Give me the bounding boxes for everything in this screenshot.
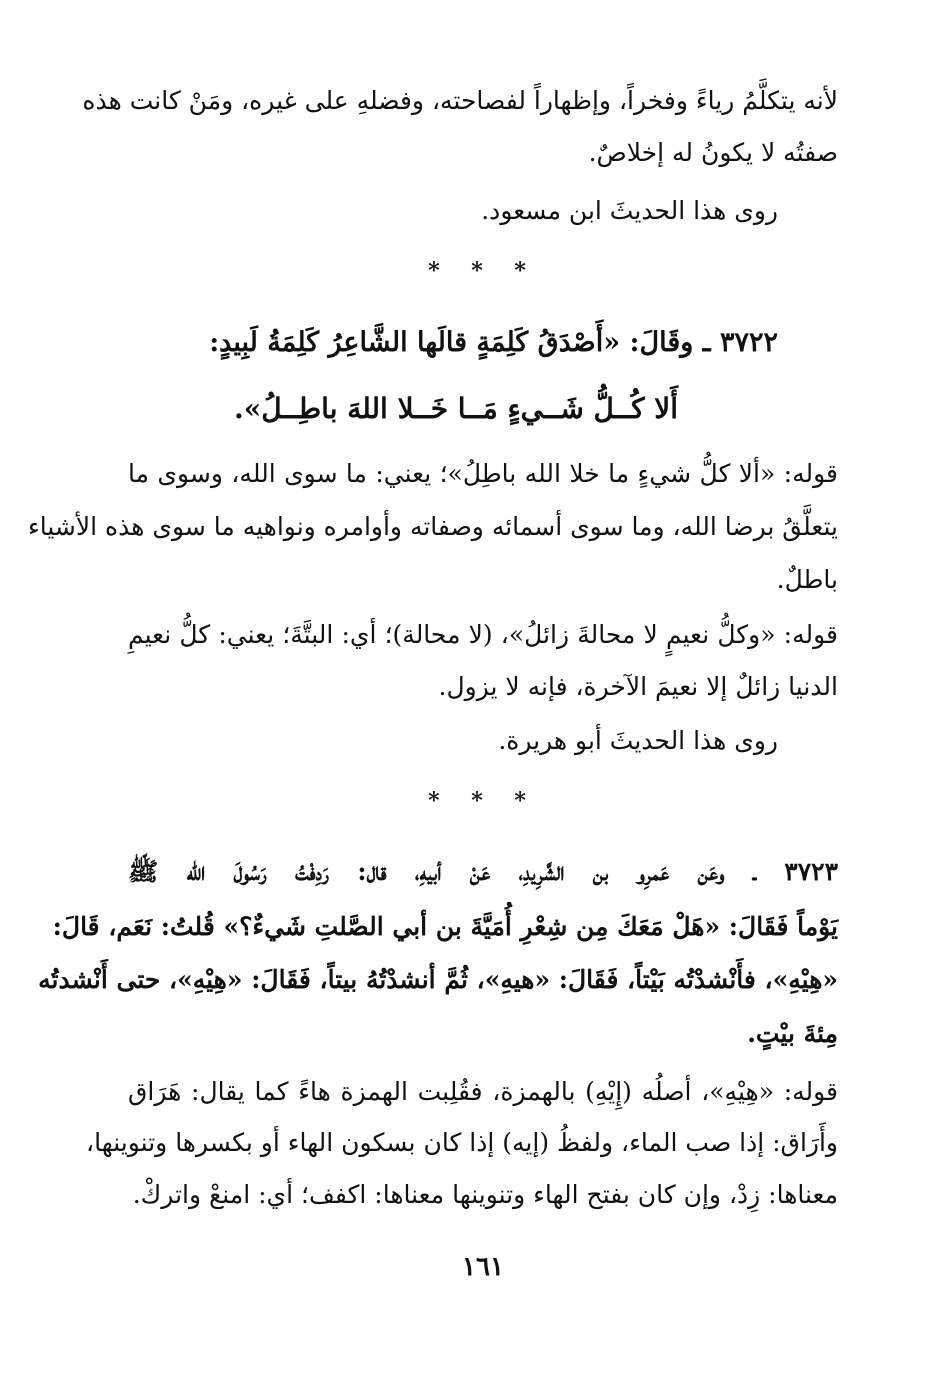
commentary-line: قوله: «ألا كلُّ شيءٍ ما خلا الله باطِلُ»؛ يعني: ما سوى الله، وسوى ما: [128, 459, 838, 488]
text-line: روى هذا الحديثَ ابن مسعود.: [481, 196, 778, 225]
hadith-heading: ٣٧٢٢ ـ وقَالَ: «أَصْدَقُ كَلِمَةٍ قالَها الشَّاعِرُ كَلِمَةُ لَبِيدٍ:: [209, 327, 778, 358]
commentary-line: باطلٌ.: [776, 565, 838, 594]
hadith-text: ٣٧٢٣ ـ وعَن عَمرِو بن الشَّرِيدِ، عَنْ أبيهِ، قال: رَدِفْتُ رَسُولَ الله ﷺ: [128, 857, 838, 886]
book-page: [28, 0, 838, 1377]
commentary-line: قوله: «هِيْهِ»، أصلُه (إِيْهِ) بالهمزة، فقُلِبت الهمزة هاءً كما يقال: هَرَاق: [128, 1077, 838, 1106]
commentary-line: الدنيا زائلٌ إلا نعيمَ الآخرة، فإنه لا يزول.: [438, 672, 838, 701]
commentary-line: معناها: زِدْ، وإن كان بفتح الهاء وتنوينها معناها: اكفف؛ أي: امنعْ واتركْ.: [132, 1180, 838, 1209]
text-line: صفتُه لا يكونُ له إخلاصٌ.: [588, 138, 838, 167]
commentary-line: يتعلَّقُ برضا الله، وما سوى أسمائه وصفاته وأوامره ونواهيه ما سوى هذه الأشياء: [28, 512, 838, 541]
hadith-text: «هِيْهِ»، فأَنْشدْتُه بَيْتاً، فَقَالَ: «هيهِ»، ثُمَّ أنشدْتُهُ بيتاً، فَقَالَ: «هِيْهِ»، حتى أَنْشدتُه: [38, 965, 838, 994]
section-separator: * * *: [428, 258, 538, 284]
page-number: ١٦١: [462, 1252, 504, 1282]
commentary-line: قوله: «وكلُّ نعيمٍ لا محالةَ زائلُ»، (لا محالة)؛ أي: البتَّةَ؛ يعني: كلُّ نعيمِ: [128, 620, 838, 649]
hadith-text: مِئةَ بيْتٍ.: [747, 1019, 838, 1048]
text-line: لأنه يتكلَّمُ رياءً وفخراً، وإظهاراً لفصاحته، وفضلهِ على غيره، ومَنْ كانت هذه: [82, 86, 838, 115]
section-separator: * * *: [428, 788, 538, 814]
poem-verse: أَلا كُــلُّ شَــيءٍ مَــا خَــلا اللهَ باطِــلُ».: [234, 392, 678, 425]
hadith-text: يَوْماً فَقَالَ: «هَلْ مَعَكَ مِن شِعْرِ أُمَيَّةَ بن أبي الصَّلتِ شَيءٌ؟» قُلتُ: نَعَم، قَالَ:: [52, 912, 838, 941]
commentary-line: وأَرَاق: إذا صب الماء، ولفظُ (إيه) إذا كان بسكون الهاء أو بكسرها وتنوينها،: [86, 1128, 838, 1157]
text-line: روى هذا الحديثَ أبو هريرة.: [498, 726, 778, 755]
